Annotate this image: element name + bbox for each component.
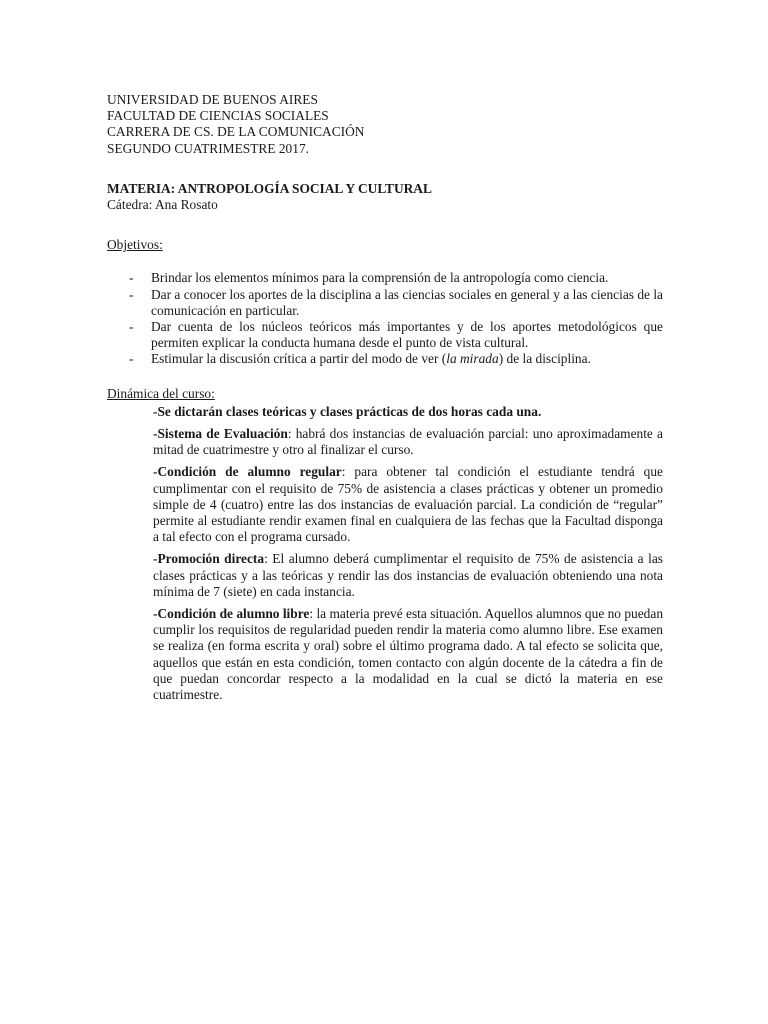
paragraph-lead: -Promoción directa (153, 551, 265, 567)
institution-header (107, 92, 663, 157)
objective-text: Dar a conocer los aportes de la disciplina a las ciencias sociales en general y a las ciencias de la comunicación en particular. (151, 286, 663, 318)
subject-title: MATERIA: ANTROPOLOGÍA SOCIAL Y CULTURAL (107, 180, 432, 196)
dynamics-paragraph-regular (153, 464, 663, 545)
paragraph-lead: -Sistema de Evaluación (153, 426, 288, 442)
objective-item (107, 270, 663, 286)
dynamics-paragraph-promotion (153, 551, 663, 600)
dynamics-classes: -Se dictarán clases teóricas y clases prácticas de dos horas cada una. (153, 403, 542, 419)
document-content (107, 92, 663, 703)
header-line-faculty: FACULTAD DE CIENCIAS SOCIALES (107, 108, 329, 124)
objective-item (107, 351, 663, 367)
objective-item (107, 319, 663, 351)
dynamics-paragraph-evaluation (153, 426, 663, 458)
objectives-list (107, 270, 663, 367)
paragraph-lead: -Condición de alumno regular (153, 464, 342, 480)
list-dash: - (129, 319, 134, 335)
objective-item (107, 287, 663, 319)
paragraph-text: : El alumno deberá cumplimentar el requisito de 75% de asistencia a las clases prácticas y a las teóricas y rendir las dos instancias de evaluación obteniendo una nota mínima de 7 (siete) en cada instancia. (153, 551, 663, 599)
objective-text-italic: la mirada (446, 351, 499, 367)
dynamics-block (153, 404, 663, 703)
header-line-term: SEGUNDO CUATRIMESTRE 2017. (107, 140, 309, 156)
list-dash: - (129, 270, 134, 286)
dynamics-paragraph-free (153, 606, 663, 703)
paragraph-text: : para obtener tal condición el estudiante tendrá que cumplimentar con el requisito de 75% de asistencia a clases prácticas y obtener un promedio simple de 4 (cuatro) entre las dos instancias de evaluación parcial. La condición de “regular” permite al estudiante rendir examen final en cualquiera de las fechas que la Facultad disponga a tal efecto con el programa cursado. (153, 464, 663, 545)
dynamics-heading: Dinámica del curso: (107, 385, 215, 401)
objective-text: Dar cuenta de los núcleos teóricos más importantes y de los aportes metodológicos que permiten explicar la conducta humana desde el punto de vista cultural. (151, 319, 663, 351)
paragraph-text: : la materia prevé esta situación. Aquellos alumnos que no puedan cumplir los requisitos de regularidad pueden rendir la materia como alumno libre. Ese examen se realiza (en forma escrita y oral) sobre el último programa dado. A tal efecto se solicita que, aquellos que están en esta condición, tomen contacto con algún docente de la cátedra a fin de que puedan concordar respecto a la modalidad en la cual se dictó la materia en ese cuatrimestre. (153, 606, 664, 703)
paragraph-text: : habrá dos instancias de evaluación parcial: uno aproximadamente a mitad de cuatrimestre y otro al finalizar el curso. (153, 426, 663, 458)
objective-text-pre: Estimular la discusión crítica a partir del modo de ver ( (151, 351, 447, 367)
objective-text: Brindar los elementos mínimos para la comprensión de la antropología como ciencia. (151, 270, 609, 286)
subject-chair: Cátedra: Ana Rosato (107, 197, 218, 213)
objectives-heading: Objetivos: (107, 237, 163, 253)
subject-block (107, 181, 663, 213)
objective-text-post: ) de la disciplina. (498, 351, 591, 367)
header-line-career: CARRERA DE CS. DE LA COMUNICACIÓN (107, 124, 365, 140)
list-dash: - (129, 351, 134, 367)
list-dash: - (129, 286, 134, 302)
header-line-university: UNIVERSIDAD DE BUENOS AIRES (107, 92, 318, 107)
paragraph-lead: -Condición de alumno libre (153, 606, 310, 622)
